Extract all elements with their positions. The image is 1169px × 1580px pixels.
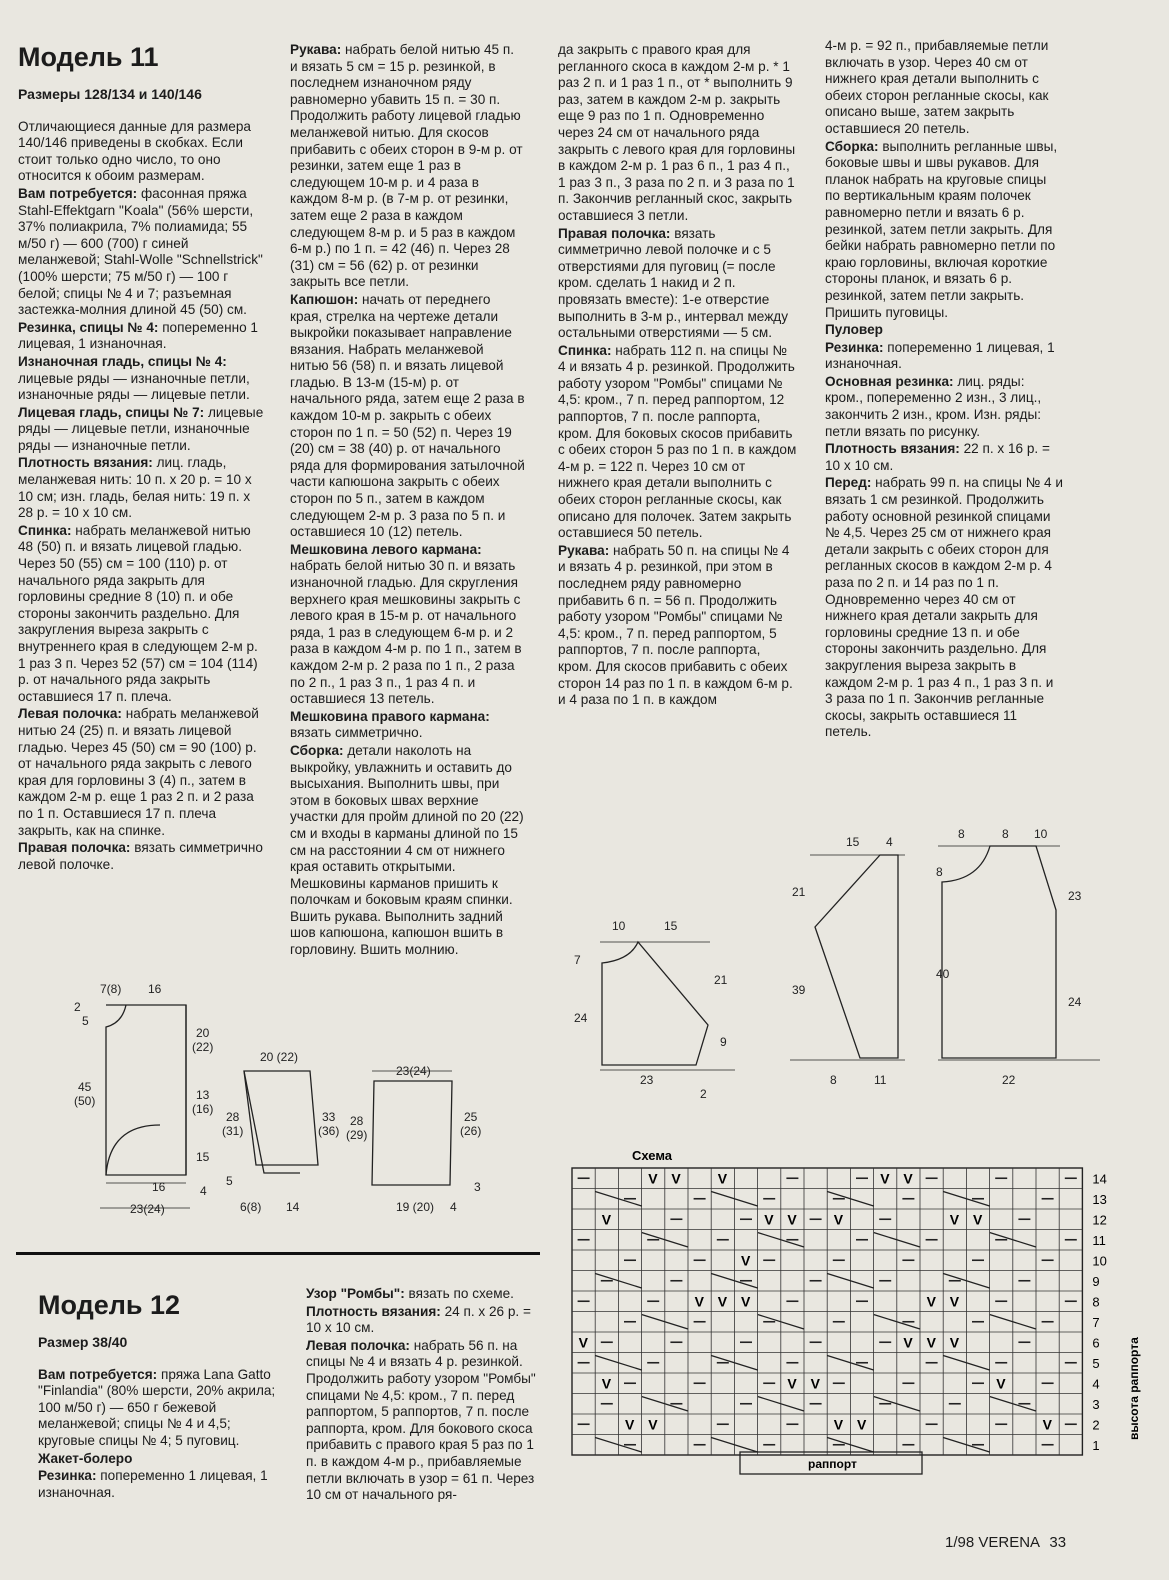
paragraph [18, 706, 265, 839]
stitch-v: V [717, 1170, 728, 1187]
row-number: 2 [1092, 1417, 1100, 1433]
model12-col4-body [825, 38, 1063, 741]
paragraph-heading: Перед: [825, 475, 872, 491]
dim: 13 [196, 1088, 210, 1102]
paragraph-heading: Резинка, спицы № 4: [18, 319, 159, 335]
paragraph-text: фасонная пряжа Stahl-Effektgarn "Koala" (56% шерсти, 37% полиакрила, 7% полиамида; 55 м/50 г) — 600 (700) г синей меланжевой; Stahl-Wolle "Schnellstrick" (100% шерсти; 75 м/50 г) — 100 г белой; спицы № 4 и 7; разъемная застежка-молния длиной 45 (50) см. [18, 185, 263, 318]
dim: 24 [574, 1011, 588, 1025]
dim: 2 [700, 1087, 707, 1101]
paragraph [558, 543, 798, 709]
sleeve-pattern [790, 855, 905, 1060]
paragraph [18, 354, 265, 404]
dim: 23(24) [396, 1064, 431, 1078]
stitch-v: V [949, 1211, 960, 1228]
paragraph-text: набрать 112 п. на спицы № 4 и вязать 4 р. резинкой. Продолжить работу узором "Ромбы" спицами № 4,5: кром., 7 п. перед раппортом, 12 раппортов, 7 п. после раппорта, кром. Для боковых скосов прибавить с обеих сторон 5 раз по 1 п. в каждом 4-м р. = 122 п. Через 10 см от нижнего края детали выполнить с обеих сторон регланные скосы, как описано для полочек. Затем закрыть оставшиеся 50 петель. [558, 342, 797, 541]
model11-col1-body [18, 119, 265, 874]
paragraph-text: да закрыть с правого края для регланного скоса в каждом 2-м р. * 1 раз 2 п. и 1 раз 1 п., от * выполнить 9 раз, затем в каждом 2-м р. закрыть еще 9 раз по 1 п. Одновременно через 24 см от начального ряда закрыть с левого края для горловины в каждом 2-м р. 1 раз 6 п., 1 раз 4 п., 1 раз 3 п., 3 раза по 2 п. и 3 раза по 1 п. Закончив регланный скос, закрыть оставшиеся 3 петли. [558, 42, 796, 223]
footer [945, 1534, 1066, 1551]
paragraph [825, 38, 1063, 138]
page-number: 33 [1049, 1534, 1067, 1551]
paragraph [18, 405, 265, 455]
stitch-chart [560, 1140, 1150, 1485]
dim: 15 [664, 919, 678, 933]
paragraph-text: лиц. гладь, меланжевая нить: 10 п. х 20 р. = 10 х 10 см; изн. гладь, белая нить: 19 п. х 28 р. = 10 х 10 см. [18, 455, 252, 521]
paragraph-heading: Левая полочка: [18, 706, 122, 722]
section-heading: Жакет-болеро [38, 1450, 133, 1466]
dim: 9 [720, 1035, 727, 1049]
dim: 21 [792, 885, 806, 899]
stitch-v: V [578, 1334, 588, 1351]
stitch-v: V [648, 1416, 658, 1433]
stitch-v: V [903, 1334, 913, 1351]
dim: 8 [958, 827, 965, 841]
row-number: 12 [1092, 1212, 1107, 1228]
paragraph-text: набрать белой нитью 45 п. и вязать 5 см = 15 р. резинкой, в последнем изнаночном ряду равномерно убавить 15 п. = 30 п. Продолжить работу лицевой гладью меланжевой нитью. Для скосов прибавить с обеих сторон в 9-м р. от резинки, затем еще 1 раз в следующем 10-м р. и 4 раза в каждом 8-м р. (в 7-м р. от резинки, затем еще 2 раза в каждом следующем 8-м р. и 5 раз в каждом 6-м р.) по 1 п. = 42 (46) п. Через 28 (31) см = 56 (62) р. от резинки закрыть все петли. [290, 42, 523, 290]
paragraph-heading: Лицевая гладь, спицы № 7: [18, 404, 205, 420]
paragraph-text: 24 п. х 26 р. = 10 х 10 см. [306, 1303, 531, 1336]
stitch-v: V [926, 1334, 936, 1351]
dim: 28 [350, 1114, 364, 1128]
paragraph [18, 523, 265, 706]
paragraph-text: попеременно 1 лицевая, 1 изнаночная. [38, 1468, 268, 1500]
paragraph [290, 743, 525, 959]
dim: 16 [152, 1180, 166, 1194]
paragraph-heading: Резинка: [38, 1468, 97, 1484]
dim: 8 [936, 865, 943, 879]
dim: 3 [474, 1180, 481, 1194]
paragraph-text: набрать белой нитью 30 п. и вязать изнаночной гладью. Для скругления верхнего края мешковины закрыть с левого края в 15-м р. от начального ряда, 1 раз в следующем 6-м р. и 2 раза в каждом 4-м р. по 1 п., затем в каждом 2-м р. 2 раза по 1 п., 2 раза по 2 п., 1 раз 3 п., 1 раз 4 п. и оставшиеся 13 петель. [290, 558, 522, 707]
stitch-v: V [903, 1170, 913, 1187]
chart-grid [572, 1168, 1082, 1455]
paragraph-text: попеременно 1 лицевая, 1 изнаночная. [18, 319, 258, 352]
model12-size: Размер 38/40 [38, 1334, 128, 1350]
stitch-v: V [973, 1211, 983, 1228]
paragraph [18, 119, 265, 185]
dim: 5 [226, 1174, 233, 1188]
model11-col2 [290, 42, 525, 960]
row-number: 10 [1092, 1253, 1107, 1269]
dim: (50) [74, 1094, 96, 1108]
dim: 6(8) [240, 1200, 262, 1214]
stitch-v: V [601, 1375, 612, 1392]
paragraph-text: вязать по схеме. [404, 1286, 514, 1301]
paragraph-heading: Мешковина левого кармана: [290, 541, 482, 557]
paragraph-text: 22 п. х 16 р. = 10 х 10 см. [825, 441, 1050, 473]
hood-pattern [372, 1071, 452, 1185]
row-number: 4 [1092, 1376, 1100, 1392]
model12-col4 [825, 38, 1063, 742]
stitch-v: V [625, 1416, 635, 1433]
dim: 23(24) [130, 1202, 165, 1216]
dim: (31) [222, 1124, 244, 1138]
paragraph [306, 1338, 544, 1504]
dim: 22 [1002, 1073, 1016, 1087]
dim: 15 [846, 835, 860, 849]
stitch-v: V [601, 1211, 612, 1228]
paragraph-heading: Левая полочка: [306, 1337, 410, 1353]
paragraph [38, 1451, 278, 1468]
row-number: 14 [1092, 1171, 1107, 1187]
paragraph-text: набрать 50 п. на спицы № 4 и вязать 4 р. резинкой, при этом в последнем ряду равномерно прибавить 6 п. = 56 п. Продолжить работу узором "Ромбы" спицами № 4,5: кром., 7 п. перед раппортом, 5 раппортов, 7 п. после раппорта, кром. Для скосов прибавить с обеих сторон 14 раз по 1 п. в каждом 6-м р. и 4 раза по 1 п. в каждом [558, 542, 793, 708]
stitch-v: V [810, 1375, 820, 1392]
stitch-v: V [949, 1293, 960, 1310]
stitch-v: V [694, 1293, 704, 1310]
model11-col2-body [290, 42, 525, 959]
paragraph [18, 840, 265, 873]
stitch-v: V [764, 1211, 774, 1228]
stitch-v: V [996, 1375, 1006, 1392]
paragraph-heading: Спинка: [558, 342, 612, 358]
dim: 4 [886, 835, 893, 849]
paragraph [558, 343, 798, 542]
paragraph-heading: Спинка: [18, 522, 72, 538]
paragraph [825, 374, 1063, 440]
model11-col1 [18, 42, 265, 874]
section-heading: Пуловер [825, 322, 883, 338]
paragraph [825, 441, 1063, 474]
model12-colA [38, 1290, 278, 1502]
dim: 7(8) [100, 982, 122, 996]
sleeve-pattern [244, 1071, 318, 1173]
dim: 10 [1034, 827, 1048, 841]
back-pattern [106, 1005, 186, 1183]
paragraph-heading: Правая полочка: [18, 840, 131, 856]
dim: 25 [464, 1110, 478, 1124]
model12-diagrams [560, 820, 1120, 1110]
stitch-v: V [833, 1416, 844, 1433]
stitch-v: V [741, 1293, 751, 1310]
stitch-v: V [833, 1211, 844, 1228]
paragraph [306, 1286, 544, 1303]
stitch-v: V [787, 1211, 797, 1228]
dim: (16) [192, 1102, 214, 1116]
stitch-v: V [787, 1375, 797, 1392]
paragraph-text: детали наколоть на выкройку, увлажнить и оставить до высыхания. Выполнить швы, при этом в боковых швах верхние участки для пройм длиной по 20 (22) см и входы в карманы длиной по 15 см на расстоянии 4 см от нижнего края оставить открытыми. Мешковины карманов пришить к полочкам и боковым краям спинки. Вшить рукава. Выполнить задний шов капюшона, капюшон вшить в горловину. Вшить молнию. [290, 742, 524, 958]
stitch-v: V [671, 1170, 681, 1187]
divider-rule [16, 1252, 540, 1255]
paragraph [290, 542, 525, 708]
repeat-height-label: высота раппорта [1127, 1337, 1141, 1440]
paragraph [825, 340, 1063, 373]
paragraph-heading: Резинка: [825, 339, 884, 355]
paragraph-heading: Сборка: [290, 742, 344, 758]
paragraph [290, 709, 525, 742]
paragraph-heading: Плотность вязания: [825, 441, 960, 457]
paragraph-heading: Вам потребуется: [18, 185, 138, 201]
paragraph [290, 292, 525, 541]
paragraph [38, 1468, 278, 1501]
row-number: 1 [1092, 1437, 1100, 1453]
model12-col3 [558, 42, 798, 710]
stitch-v: V [857, 1416, 867, 1433]
paragraph-heading: Капюшон: [290, 291, 359, 307]
paragraph-heading: Рукава: [558, 542, 610, 558]
paragraph-text: вязать симметрично. [290, 725, 423, 741]
dim: 45 [78, 1080, 92, 1094]
paragraph-heading: Правая полочка: [558, 225, 671, 241]
chart-title: Схема [632, 1148, 673, 1163]
paragraph-heading: Изнаночная гладь, спицы № 4: [18, 353, 227, 369]
model11-title: Модель 11 [18, 42, 159, 72]
dim: (26) [460, 1124, 482, 1138]
paragraph [18, 186, 265, 319]
dim: 4 [200, 1184, 207, 1198]
dim: 28 [226, 1110, 240, 1124]
stitch-v: V [926, 1293, 936, 1310]
model12-colB-body [306, 1286, 544, 1504]
paragraph-text: пряжа Lana Gatto "Finlandia" (80% шерсти, 20% акрила; 100 м/50 г) — 650 г бежевой меланжевой; спицы № 4 и 4,5; круговые спицы № 4; 5 пуговиц. [38, 1366, 276, 1448]
paragraph [558, 42, 798, 225]
paragraph [38, 1367, 278, 1450]
row-number: 13 [1092, 1191, 1107, 1207]
stitch-v: V [741, 1252, 751, 1269]
dim: 5 [82, 1014, 89, 1028]
paragraph-text: набрать меланжевой нитью 48 (50) п. и вязать лицевой гладью. Через 50 (55) см = 100 (110) р. от начального ряда закрыть для горловины средние 8 (10) п. и обе стороны закончить раздельно. Для закругления выреза закрыть с внутреннего края в следующем 2-м р. 1 раз 3 п. Через 52 (57) см = 104 (114) р. от начального ряда закрыть оставшиеся 17 п. плеча. [18, 522, 258, 704]
footer-issue: 1/98 VERENA [945, 1534, 1040, 1551]
dim: 19 (20) [396, 1200, 435, 1214]
row-number: 3 [1092, 1396, 1100, 1412]
model12-title: Модель 12 [38, 1290, 181, 1320]
paragraph-text: набрать меланжевой нитью 24 (25) п. и вязать лицевой гладью. Через 45 (50) см = 90 (100) р. от начального ряда закрыть с левого края для горловины 3 (4) п., затем в каждом 2-м р. еще 1 раз 2 п. и 2 раза по 1 п. Оставшиеся 17 п. плеча закрыть, как на спинке. [18, 706, 259, 838]
dim: 20 [196, 1026, 210, 1040]
dim: 23 [1068, 889, 1082, 903]
paragraph-text: набрать 56 п. на спицы № 4 и вязать 4 р. резинкой. Продолжить работу узором "Ромбы" спицами № 4,5: кром., 7 п. перед раппортом, 5 раппортов, 7 п. после раппорта, кром. Для бокового скоса прибавить с правого края 5 раз по 1 п. в каждом 4-м р., прибавляемые петли включать в узор = 61 п. Через 10 см от начального ря- [306, 1337, 536, 1503]
model12-colB [306, 1286, 544, 1505]
stitch-v: V [717, 1293, 728, 1310]
row-number: 5 [1092, 1355, 1100, 1371]
paragraph-text: лицевые ряды — лицевые петли, изнаночные ряды — изнаночные петли. [18, 404, 264, 453]
paragraph-text: 4-м р. = 92 п., прибавляемые петли включать в узор. Через 40 см от нижнего края детали выполнить с обеих сторон регланные скосы, как описано выше, затем закрыть оставшиеся 20 петель. [825, 38, 1049, 136]
dim: (29) [346, 1128, 368, 1142]
paragraph [825, 322, 1063, 339]
dim: 16 [148, 982, 162, 996]
paragraph-heading: Узор "Ромбы": [306, 1286, 405, 1301]
row-number: 6 [1092, 1335, 1100, 1351]
dim: 33 [322, 1110, 336, 1124]
model11-diagrams [60, 975, 500, 1225]
front-pattern [600, 942, 735, 1070]
paragraph-heading: Плотность вязания: [18, 455, 153, 471]
paragraph-text: попеременно 1 лицевая, 1 изнаночная. [825, 339, 1055, 372]
stitch-v: V [949, 1334, 960, 1351]
stitch-v: V [648, 1170, 658, 1187]
stitch-v: V [1042, 1416, 1052, 1433]
dim: 15 [196, 1150, 210, 1164]
model12-col3-body [558, 42, 798, 709]
row-number: 11 [1092, 1232, 1106, 1248]
paragraph-text: лиц. ряды: кром., попеременно 2 изн., 3 лиц., закончить 2 изн., кром. Изн. ряды: петли вязать по рисунку. [825, 373, 1042, 439]
row-number: 8 [1092, 1294, 1100, 1310]
stitch-v: V [880, 1170, 890, 1187]
paragraph-heading: Мешковина правого кармана: [290, 708, 490, 724]
row-number: 9 [1092, 1273, 1100, 1289]
dim: (22) [192, 1040, 214, 1054]
paragraph [290, 42, 525, 291]
paragraph-text: начать от переднего края, стрелка на чертеже детали выкройки показывает направление вязания. Набрать меланжевой нитью 56 (58) п. и вязать лицевой гладью. В 13-м (15-м) р. от начального ряда, затем еще 2 раза в каждом 10-м р. закрыть с обеих сторон по 1 п. = 50 (52) п. Через 19 (20) см = 38 (40) р. от начального ряда для формирования затылочной части капюшона закрыть с обеих сторон по 5 п., затем в каждом следующем 2-м р. 3 раза по 5 п. и оставшиеся 10 (12) петель. [290, 291, 525, 540]
dim: 20 (22) [260, 1050, 299, 1064]
dim: (36) [318, 1124, 340, 1138]
dim: 11 [874, 1073, 887, 1087]
dim: 39 [792, 983, 806, 997]
paragraph [825, 139, 1063, 322]
paragraph-text: лицевые ряды — изнаночные петли, изнаночные ряды — лицевые петли. [18, 370, 250, 403]
dim: 2 [74, 1000, 81, 1014]
paragraph [825, 475, 1063, 741]
dim: 21 [714, 973, 728, 987]
paragraph-text: набрать 99 п. на спицы № 4 и вязать 1 см резинкой. Продолжить работу основной резинкой спицами № 4,5. Через 25 см от нижнего края детали закрыть с обеих сторон для регланных скосов в каждом 2-м р. 4 раза по 2 п. и 14 раз по 1 п. Одновременно через 40 см от нижнего края детали закрыть для горловины средние 13 п. и обе стороны закончить раздельно. Для закругления выреза закрыть в каждом 2-м р. 1 раз 4 п., 1 раз 3 п. и 3 раза по 1 п. Закончив регланные скосы, закрыть оставшиеся 11 петель. [825, 475, 1063, 740]
row-labels [1092, 1171, 1106, 1453]
repeat-label: раппорт [808, 1457, 857, 1471]
dim: 40 [936, 967, 950, 981]
paragraph-heading: Основная резинка: [825, 373, 954, 389]
dim: 14 [286, 1200, 300, 1214]
model11-sizes: Размеры 128/134 и 140/146 [18, 86, 202, 102]
model12-colA-body [38, 1367, 278, 1502]
paragraph [18, 320, 265, 353]
dim: 10 [612, 919, 626, 933]
paragraph-text: Отличающиеся данные для размера 140/146 приведены в скобках. Если стоит только одно число, то оно относится к обоим размерам. [18, 118, 251, 184]
dim: 4 [450, 1200, 457, 1214]
paragraph [306, 1304, 544, 1337]
paragraph-heading: Рукава: [290, 42, 342, 57]
dim: 7 [574, 953, 581, 967]
paragraph [18, 455, 265, 521]
row-number: 7 [1092, 1314, 1100, 1330]
paragraph [558, 226, 798, 342]
dim: 23 [640, 1073, 654, 1087]
paragraph-heading: Вам потребуется: [38, 1366, 158, 1382]
paragraph-text: вязать симметрично левой полочке и с 5 отверстиями для пуговиц (= после кром. сделать 1 накид и 2 п. провязать вместе): 1-е отверстие выполнить в 3-м р., интервал между остальными отверстиями — 5 см. [558, 225, 789, 341]
back-pattern [938, 846, 1100, 1060]
paragraph-heading: Сборка: [825, 138, 879, 154]
paragraph-text: выполнить регланные швы, боковые швы и швы рукавов. Для планок набрать на круговые спицы по вертикальным краям полочек равномерно петли и вязать 6 р. резинкой, затем петли закрыть. Для бейки набрать равномерно петли по краю горловины, включая короткие стороны планок, и вязать 6 р. резинкой, затем петли закрыть. Пришить пуговицы. [825, 138, 1058, 320]
dim: 8 [830, 1073, 837, 1087]
dim: 8 [1002, 827, 1009, 841]
dim: 24 [1068, 995, 1082, 1009]
paragraph-heading: Плотность вязания: [306, 1303, 441, 1319]
paragraph-text: вязать симметрично левой полочке. [18, 840, 263, 872]
